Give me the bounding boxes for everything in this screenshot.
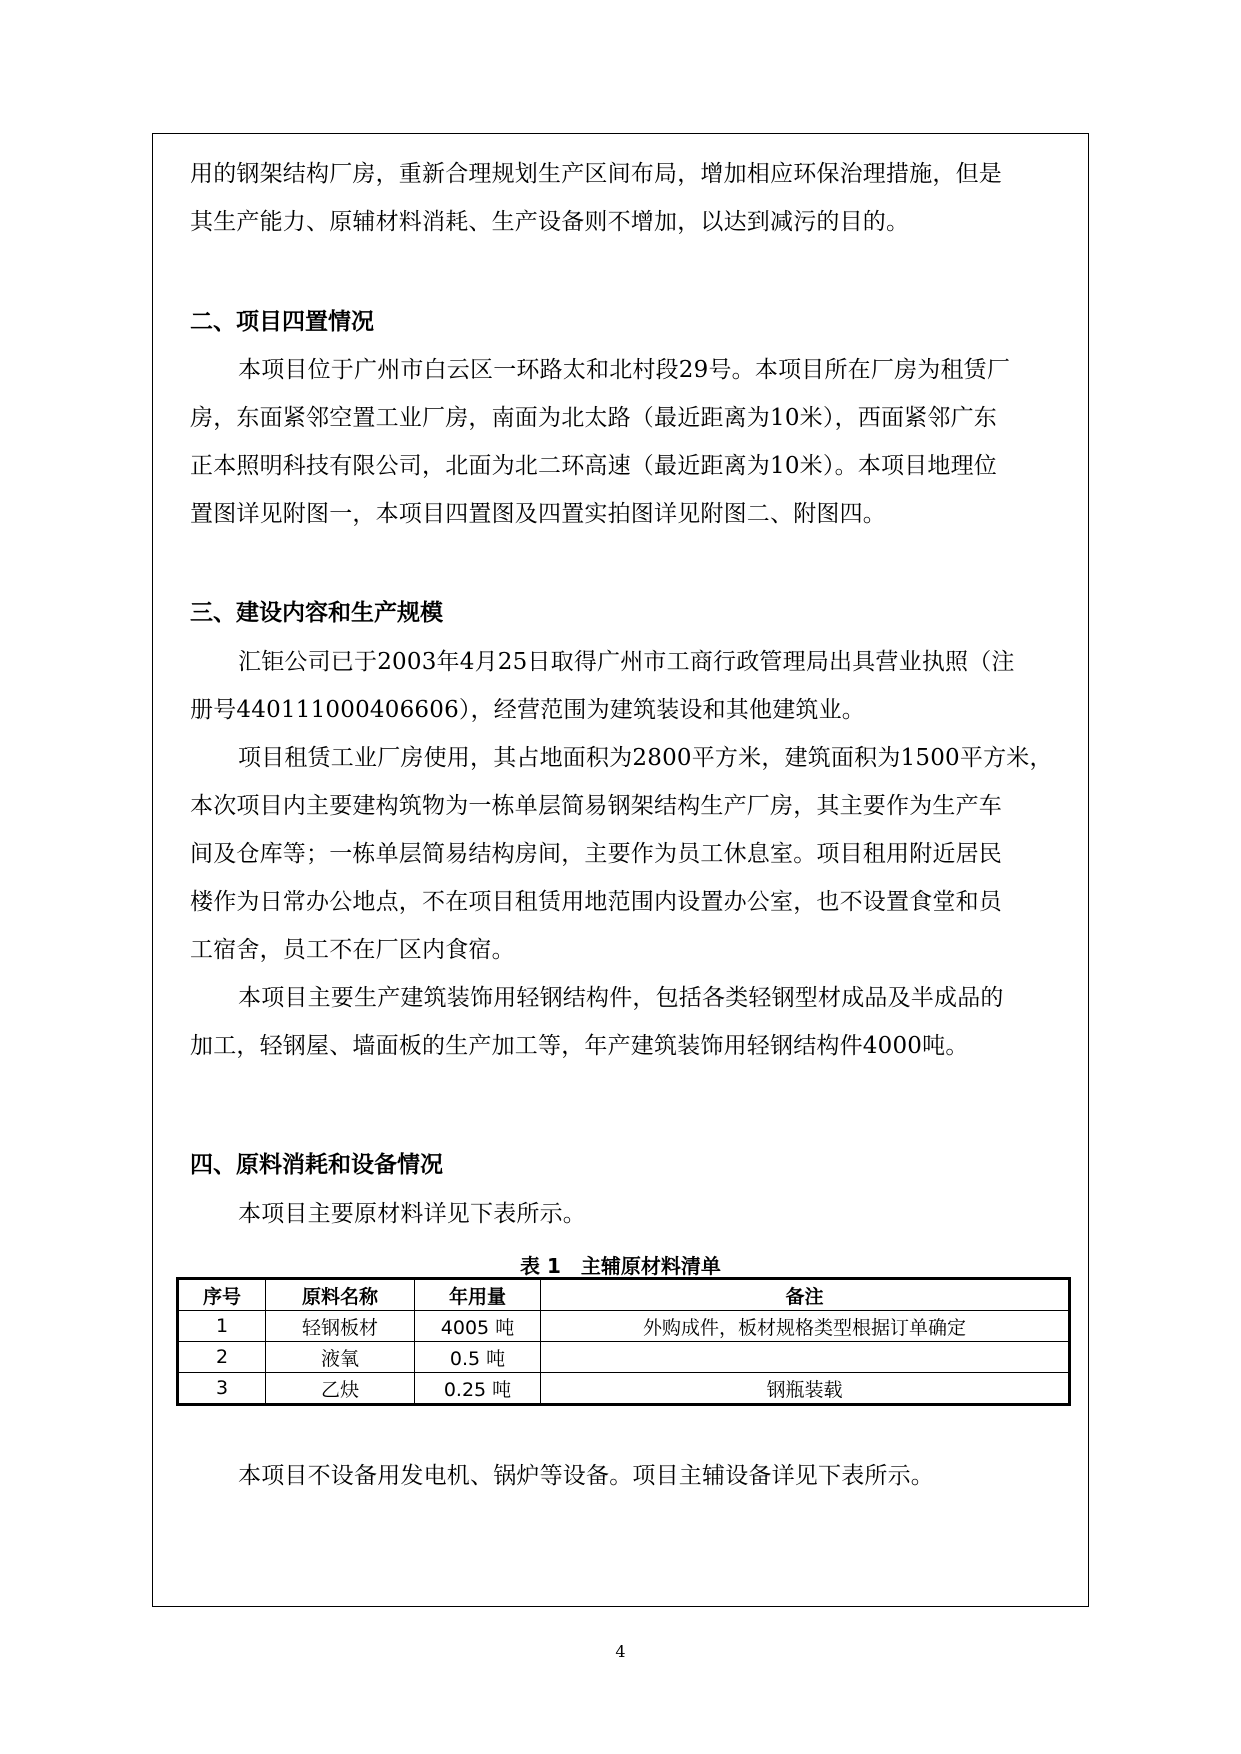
paragraph-line: 本次项目内主要建构筑物为一栋单层简易钢架结构生产厂房，其主要作为生产车: [190, 793, 1002, 819]
paragraph-line: 本项目不设备用发电机、锅炉等设备。项目主辅设备详见下表所示。: [238, 1463, 934, 1489]
paragraph-line: 汇钜公司已于2003年4月25日取得广州市工商行政管理局出具营业执照（注: [238, 649, 1015, 675]
table-row: [178, 1373, 1070, 1405]
paragraph-line: 本项目主要生产建筑装饰用轻钢结构件，包括各类轻钢型材成品及半成品的: [238, 985, 1004, 1011]
section-heading: 四、原料消耗和设备情况: [190, 1152, 443, 1178]
paragraph-line: 加工，轻钢屋、墙面板的生产加工等，年产建筑装饰用轻钢结构件4000吨。: [190, 1033, 969, 1059]
paragraph-line: 间及仓库等；一栋单层简易结构房间，主要作为员工休息室。项目租用附近居民: [190, 841, 1002, 867]
table-caption: 表 1 主辅原材料清单: [520, 1254, 721, 1278]
table-cell: 轻钢板材: [266, 1311, 415, 1342]
table-cell: 0.5 吨: [415, 1342, 541, 1373]
paragraph-line: 本项目主要原材料详见下表所示。: [238, 1201, 586, 1227]
header-cell: 备注: [541, 1279, 1070, 1311]
page-number: 4: [615, 1642, 626, 1661]
table-cell: 0.25 吨: [415, 1373, 541, 1405]
table-row: [178, 1311, 1070, 1342]
paragraph-line: 册号440111000406606），经营范围为建筑装设和其他建筑业。: [190, 697, 865, 723]
materials-table: [176, 1277, 1071, 1406]
section-heading: 三、建设内容和生产规模: [190, 600, 443, 626]
paragraph-line: 房，东面紧邻空置工业厂房，南面为北太路（最近距离为10米），西面紧邻广东: [190, 405, 997, 431]
table-cell: 外购成件，板材规格类型根据订单确定: [541, 1311, 1070, 1342]
paragraph-line: 工宿舍，员工不在厂区内食宿。: [190, 937, 515, 963]
paragraph-line: 本项目位于广州市白云区一环路太和北村段29号。本项目所在厂房为租赁厂: [238, 357, 1011, 383]
table-row: [178, 1342, 1070, 1373]
section-heading: 二、项目四置情况: [190, 309, 374, 335]
table-cell: [541, 1342, 1070, 1373]
table-cell: 钢瓶装载: [541, 1373, 1070, 1405]
table-cell: 2: [178, 1342, 266, 1373]
paragraph-line: 用的钢架结构厂房，重新合理规划生产区间布局，增加相应环保治理措施，但是: [190, 161, 1002, 187]
paragraph-line: 置图详见附图一，本项目四置图及四置实拍图详见附图二、附图四。: [190, 501, 886, 527]
paragraph-line: 楼作为日常办公地点，不在项目租赁用地范围内设置办公室，也不设置食堂和员: [190, 889, 1002, 915]
header-cell: 序号: [178, 1279, 266, 1311]
paragraph-line: 正本照明科技有限公司，北面为北二环高速（最近距离为10米）。本项目地理位: [190, 453, 997, 479]
table-header-row: [178, 1279, 1070, 1311]
paragraph-line: 其生产能力、原辅材料消耗、生产设备则不增加，以达到减污的目的。: [190, 209, 910, 235]
table-cell: 3: [178, 1373, 266, 1405]
header-cell: 原料名称: [266, 1279, 415, 1311]
table-cell: 1: [178, 1311, 266, 1342]
paragraph-line: 项目租赁工业厂房使用，其占地面积为2800平方米，建筑面积为1500平方米，: [238, 745, 1053, 771]
table-cell: 液氧: [266, 1342, 415, 1373]
table-cell: 乙炔: [266, 1373, 415, 1405]
header-cell: 年用量: [415, 1279, 541, 1311]
table-cell: 4005 吨: [415, 1311, 541, 1342]
